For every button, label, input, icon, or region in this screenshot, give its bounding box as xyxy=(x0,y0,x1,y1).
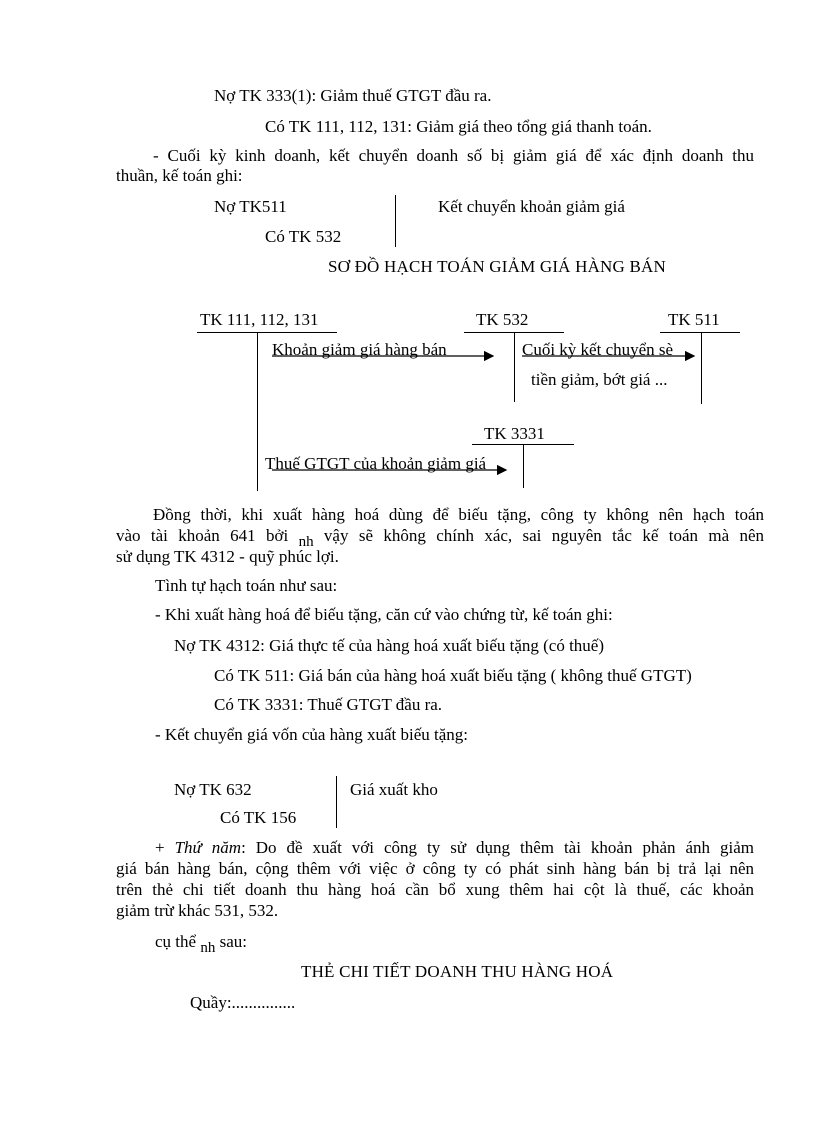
flow-label-transfer-a: Cuối kỳ kết chuyển sè xyxy=(522,340,674,359)
entry-line-1: Nợ TK 333(1): Giảm thuế GTGT đầu ra. xyxy=(214,86,492,105)
flow-label-discount: Khoản giảm giá hàng bán xyxy=(272,340,447,359)
paragraph-2-line-c: sử dụng TK 4312 - quỹ phúc lợi. xyxy=(116,547,339,566)
entry2-description: Giá xuất kho xyxy=(350,780,438,799)
card-title: THẺ CHI TIẾT DOANH THU HÀNG HOÁ xyxy=(301,962,614,981)
flow-label-transfer-b: tiền giảm, bớt giá ... xyxy=(531,370,668,389)
diagram-title: SƠ ĐỒ HẠCH TOÁN GIẢM GIÁ HÀNG BÁN xyxy=(328,257,666,276)
paragraph-1-line-a: - Cuối kỳ kinh doanh, kết chuyển doanh số bị giảm giá để xác định doanh thu xyxy=(153,146,754,165)
order-heading: Tình tự hạch toán như sau: xyxy=(155,576,338,595)
account-tk3331: TK 3331 xyxy=(484,424,545,443)
account-tk111: TK 111, 112, 131 xyxy=(200,310,319,329)
paragraph-3-line-a: + Thứ năm: Do đề xuất với công ty sử dụng thêm tài khoản phản ánh giảm xyxy=(155,838,754,857)
paragraph-1-line-b: thuần, kế toán ghi: xyxy=(116,166,243,185)
entry2-credit: Có TK 156 xyxy=(220,808,297,827)
paragraph-3-line-d: giảm trừ khác 531, 532. xyxy=(116,901,279,920)
entry-line-2: Có TK 111, 112, 131: Giảm giá theo tổng giá thanh toán. xyxy=(265,117,652,136)
entry1-description: Kết chuyển khoản giảm giá xyxy=(438,197,625,216)
paragraph-3-line-c: trên thẻ chi tiết doanh thu hàng hoá cần bổ xung thêm hai cột là thuế, các khoản xyxy=(116,880,754,899)
entry-3331: Có TK 3331: Thuế GTGT đầu ra. xyxy=(214,695,443,714)
account-tk532: TK 532 xyxy=(476,310,529,329)
counter-field: Quầy:............... xyxy=(190,993,296,1012)
cu-the-line: cụ thể nh sau: xyxy=(155,932,247,956)
entry-511: Có TK 511: Giá bán của hàng hoá xuất biếu tặng ( không thuế GTGT) xyxy=(214,666,692,685)
flow-label-vat: Thuế GTGT của khoản giảm giá xyxy=(265,454,487,473)
paragraph-2-line-a: Đồng thời, khi xuất hàng hoá dùng để biếu tặng, công ty không nên hạch toán xyxy=(153,505,764,524)
paragraph-2-line-b: vào tài khoản 641 bởi nh vậy sẽ không chính xác, sai nguyên tắc kế toán mà nên xyxy=(116,526,765,550)
step-1: - Khi xuất hàng hoá để biếu tặng, căn cứ vào chứng từ, kế toán ghi: xyxy=(155,605,613,624)
entry1-credit: Có TK 532 xyxy=(265,227,342,246)
entry2-debit: Nợ TK 632 xyxy=(174,780,252,799)
account-tk511: TK 511 xyxy=(668,310,720,329)
entry1-debit: Nợ TK511 xyxy=(214,197,287,216)
entry2-separator xyxy=(336,776,337,828)
step-2: - Kết chuyển giá vốn của hàng xuất biếu tặng: xyxy=(155,725,468,744)
entry-4312: Nợ TK 4312: Giá thực tế của hàng hoá xuất biếu tặng (có thuế) xyxy=(174,636,605,655)
paragraph-3-line-b: giá bán hàng bán, cộng thêm với việc ở công ty có phát sinh hàng bán bị trả lại nên xyxy=(116,859,754,878)
